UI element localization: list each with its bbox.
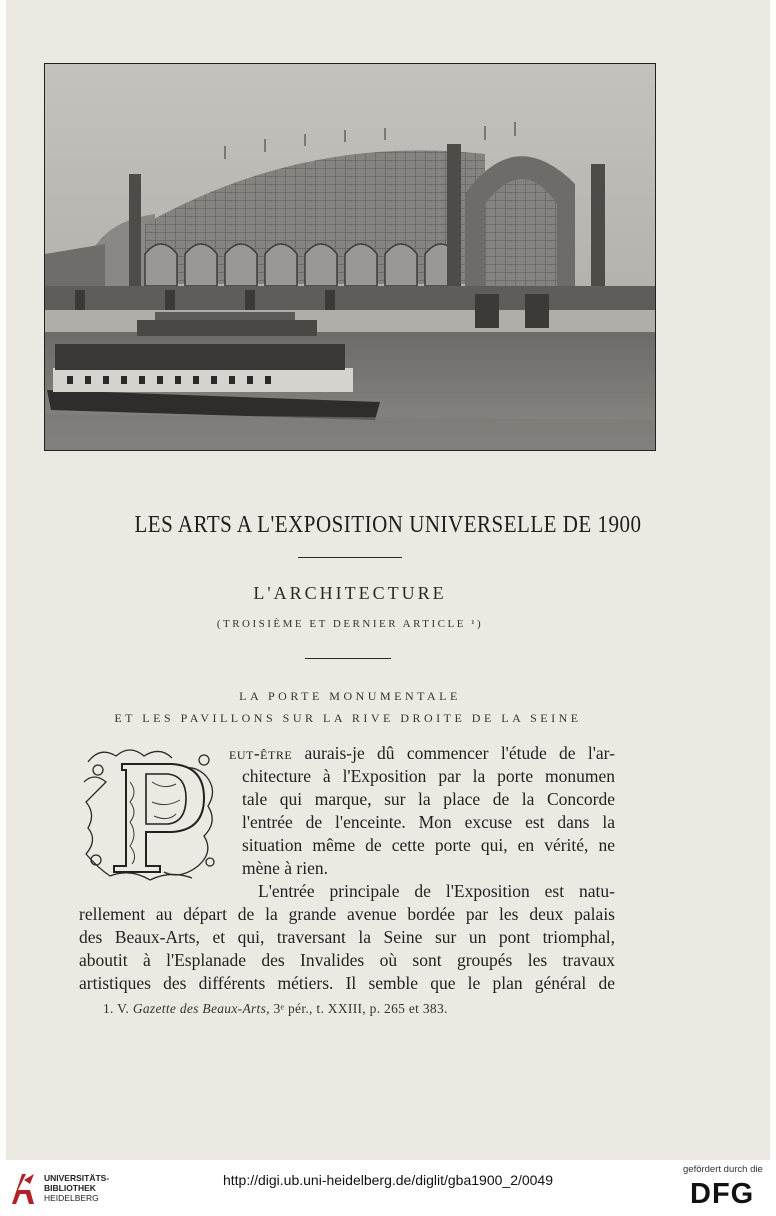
title-divider xyxy=(298,557,402,558)
body-line-10: aboutit à l'Esplanade des Invalides où sont groupés les travaux xyxy=(79,950,615,970)
subtitle-divider xyxy=(305,658,391,659)
body-line-1 xyxy=(229,742,615,764)
permalink-url[interactable]: http://digi.ub.uni-heidelberg.de/diglit/gba1900_2/0049 xyxy=(222,1172,554,1188)
body-line-1-lead: eut-être xyxy=(229,743,293,763)
dfg-caption: gefördert durch die xyxy=(683,1164,763,1175)
body-line-2: chitecture à l'Exposition par la porte monumen xyxy=(242,766,615,786)
article-title: LES ARTS A L'EXPOSITION UNIVERSELLE DE 1900 xyxy=(134,510,642,538)
body-line-4: l'entrée de l'enceinte. Mon excuse est dans la xyxy=(242,812,615,832)
ornamental-initial-p xyxy=(80,742,224,884)
dfg-logo: DFG xyxy=(690,1178,755,1210)
page-edge xyxy=(770,0,776,1160)
uni-line3: HEIDELBERG xyxy=(44,1193,99,1203)
section-heading-line1: LA PORTE MONUMENTALE xyxy=(239,689,461,703)
uni-line1: UNIVERSITÄTS- xyxy=(44,1173,110,1183)
body-line-7: L'entrée principale de l'Exposition est natu- xyxy=(258,881,615,901)
body-line-11: artistiques des différents métiers. Il semble que le plan général de xyxy=(79,973,615,993)
section-heading-line2: ET LES PAVILLONS SUR LA RIVE DROITE DE LA SEINE xyxy=(114,711,582,725)
body-line-8: rellement au départ de la grande avenue bordée par les deux palais xyxy=(79,904,615,924)
footnote-journal: Gazette des Beaux-Arts, xyxy=(132,1001,270,1016)
uni-line2: BIBLIOTHEK xyxy=(44,1183,96,1193)
article-subtitle-note: (TROISIÈME ET DERNIER ARTICLE ¹) xyxy=(216,618,484,630)
article-subtitle: L'ARCHITECTURE xyxy=(253,583,447,603)
body-line-3: tale qui marque, sur la place de la Concorde xyxy=(242,789,615,809)
body-line-5: situation même de cette porte qui, en vérité, ne xyxy=(242,835,615,855)
footnote xyxy=(103,1001,448,1017)
exposition-photograph xyxy=(44,63,656,451)
body-line-6: mène à rien. xyxy=(242,858,328,878)
footnote-prefix: 1. V. xyxy=(103,1001,133,1016)
viewer-footer xyxy=(0,1160,776,1216)
body-line-9: des Beaux-Arts, et qui, traversant la Seine sur un pont triomphal, xyxy=(79,927,615,947)
footnote-rest: 3ᵉ pér., t. XXIII, p. 265 et 383. xyxy=(269,1001,448,1016)
body-line-1-rest: aurais-je dû commencer l'étude de l'ar- xyxy=(292,743,615,763)
